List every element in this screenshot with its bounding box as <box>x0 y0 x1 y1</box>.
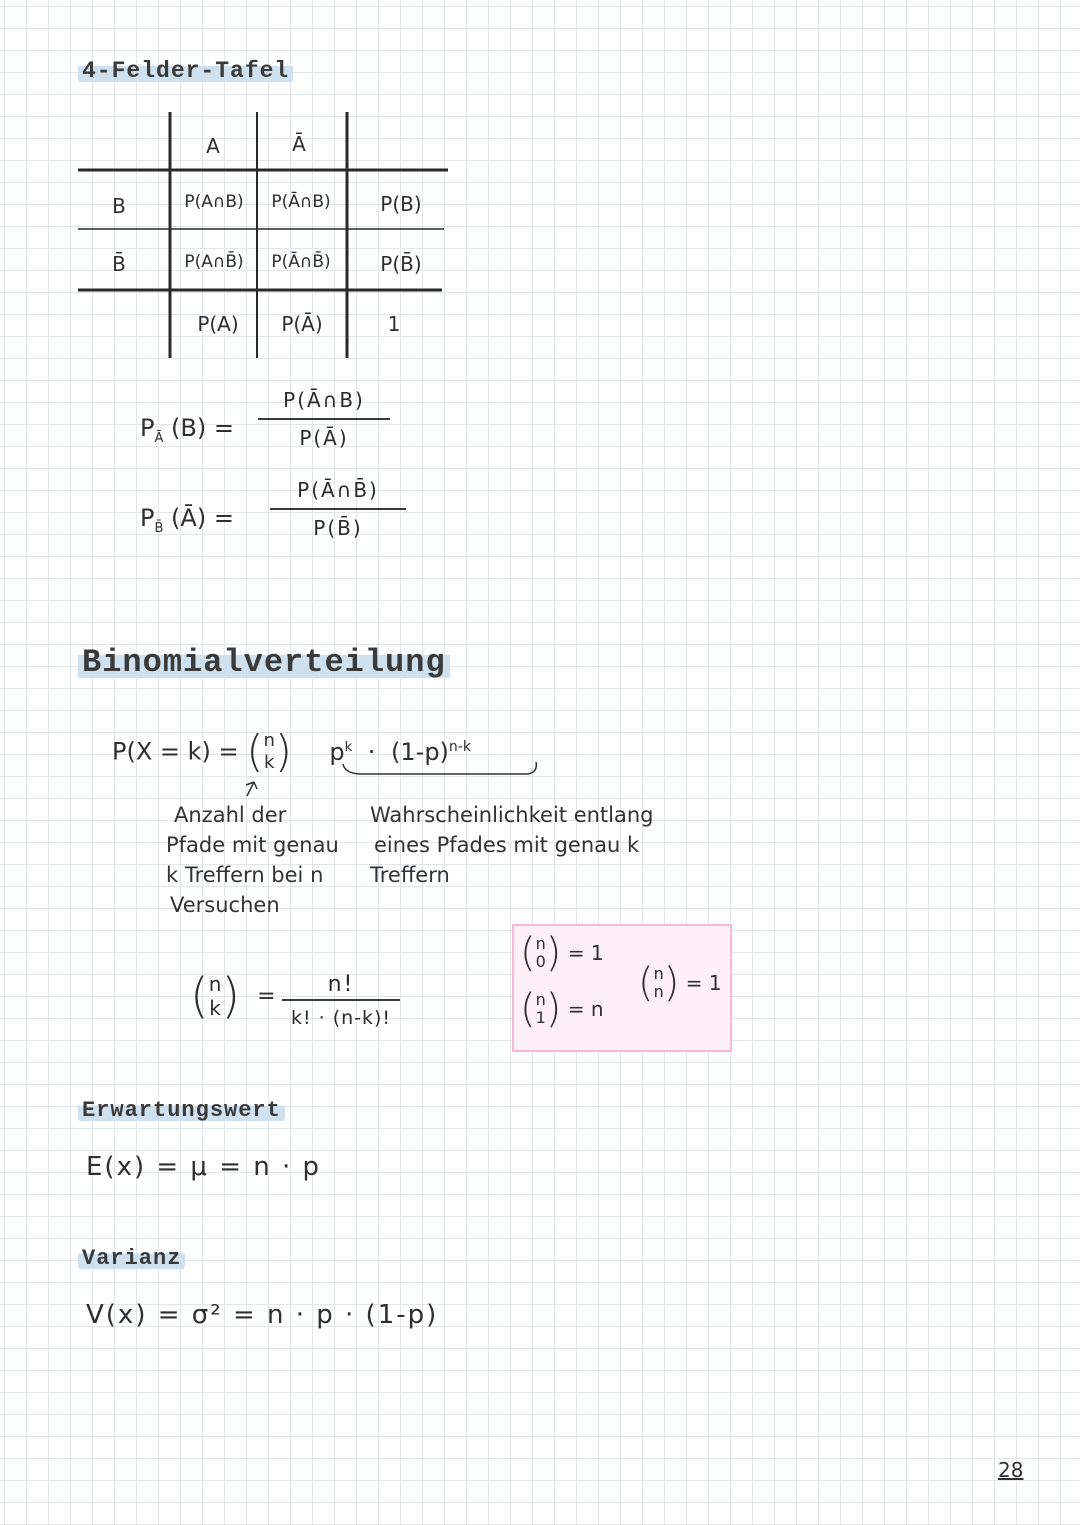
probability-term: $p^k \cdot (1-p)^{n-k}$ <box>329 737 471 766</box>
heading-erwartungswert: Erwartungswert <box>78 1098 285 1123</box>
col-total-a: P(A) <box>197 312 239 336</box>
binomial-formula: P(X = k) = (n k) $p^k \cdot (1-p)^{n-k}$ <box>112 726 471 777</box>
binomial-coefficient: ( <box>246 726 264 777</box>
heading-4-felder-tafel: 4-Felder-Tafel <box>78 58 293 84</box>
page-number: 28 <box>998 1458 1024 1482</box>
expected-value-formula: E(x) = μ = n · p <box>86 1152 322 1182</box>
heading-varianz: Varianz <box>78 1246 185 1271</box>
special-values-box <box>512 924 732 1052</box>
cell-not-a-and-not-b: P(Ā∩B̄) <box>271 252 331 272</box>
grand-total: 1 <box>387 312 401 336</box>
cond-prob-fraction-1: P(Ā∩B) P(Ā) <box>258 388 390 450</box>
variance-formula: V(x) = σ² = n · p · (1-p) <box>86 1300 439 1330</box>
col-header-not-a: Ā <box>292 132 306 156</box>
note-path-count: Anzahl der Pfade mit genau k Treffern bei n Versuchen <box>166 803 339 917</box>
row-total-not-b: P(B̄) <box>380 252 422 276</box>
cond-prob-lhs-2: $P_{B̄}$ (Ā) = <box>140 504 234 536</box>
heading-binomialverteilung: Binomialverteilung <box>78 644 450 681</box>
cell-a-and-b: P(A∩B) <box>184 192 244 212</box>
cell-a-and-not-b: P(A∩B̄) <box>184 252 244 272</box>
binomial-coefficient-definition: (n k) = <box>190 968 276 1024</box>
binom-n-n: (n n) = 1 <box>638 960 722 1006</box>
binom-n-1: (n 1) = n <box>520 986 604 1032</box>
col-header-a: A <box>206 134 220 158</box>
cond-prob-lhs-1: $P_Ā$ (B) = <box>140 414 234 446</box>
cell-not-a-and-b: P(Ā∩B) <box>271 192 331 212</box>
binom-n-0: (n 0) = 1 <box>520 930 604 976</box>
four-field-table <box>78 108 450 360</box>
row-label-not-b: B̄ <box>112 252 126 276</box>
cond-prob-fraction-2: P(Ā∩B̄) P(B̄) <box>270 478 406 540</box>
binomial-coefficient-fraction: n! k! · (n-k)! <box>282 972 400 1029</box>
col-total-not-a: P(Ā) <box>281 312 323 336</box>
row-total-b: P(B) <box>380 192 422 216</box>
row-label-b: B <box>112 194 126 218</box>
note-path-probability: Wahrscheinlichkeit entlang eines Pfades mit genau k Treffern <box>370 803 654 887</box>
